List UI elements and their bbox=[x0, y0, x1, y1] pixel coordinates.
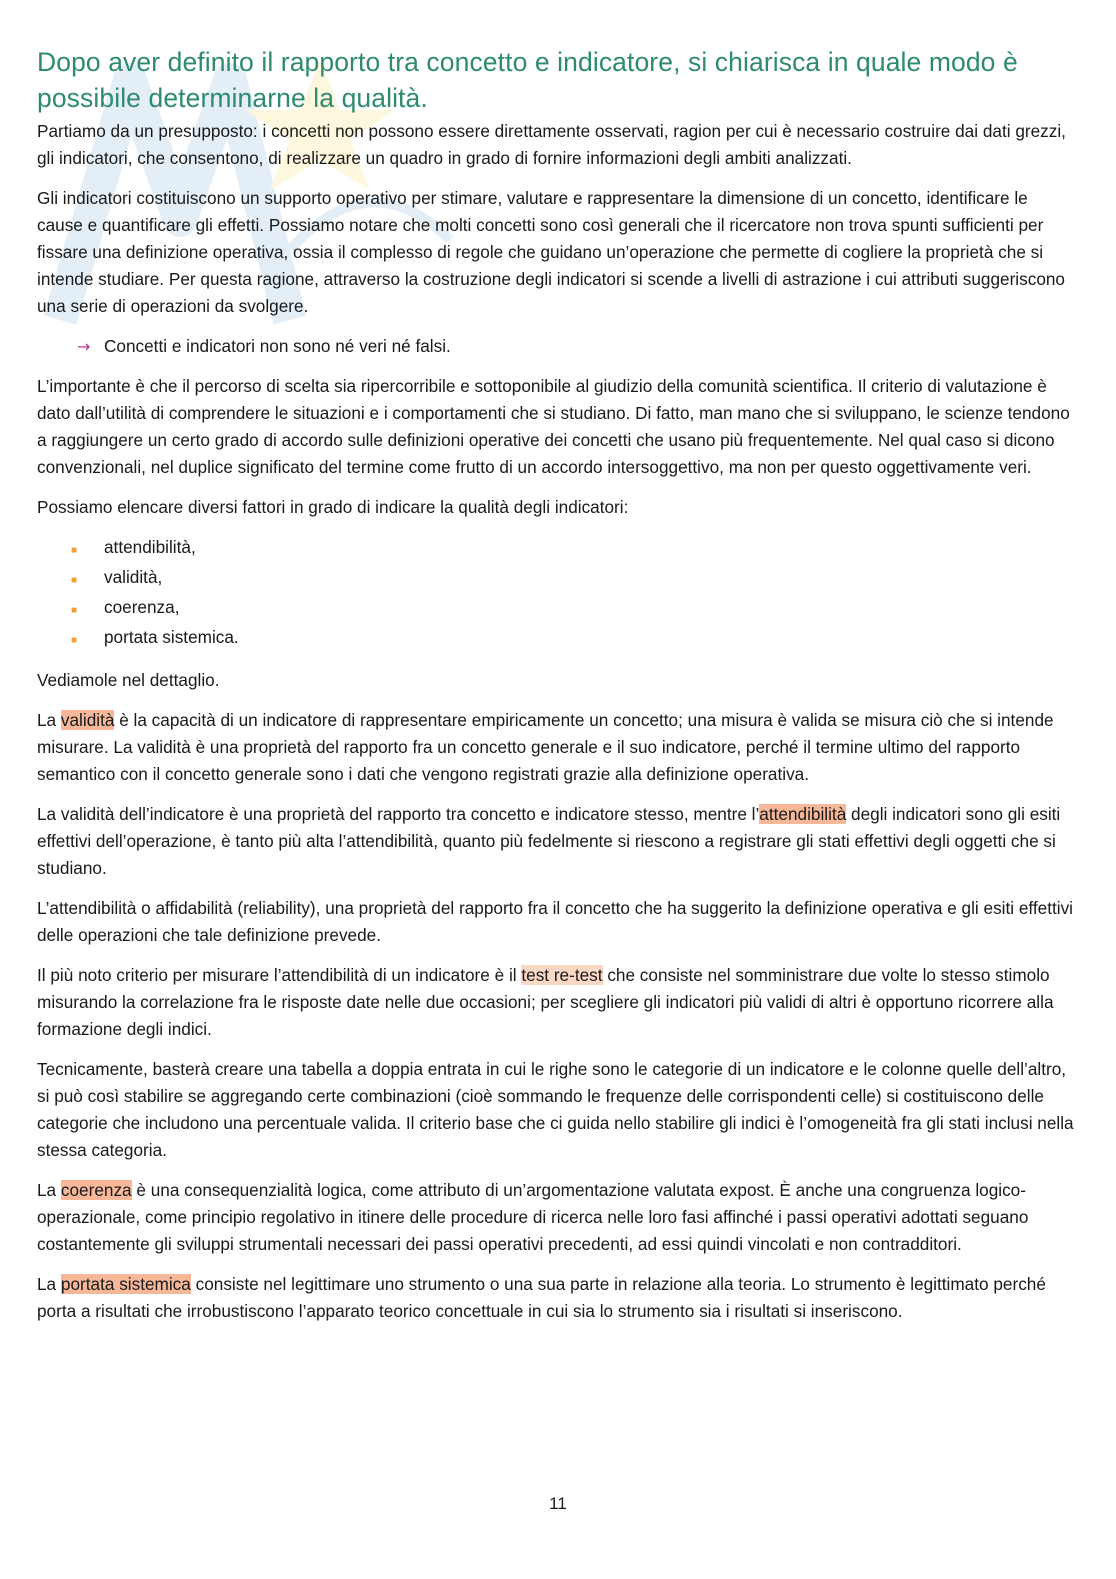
document-page bbox=[37, 44, 1075, 1338]
bullet-list bbox=[37, 534, 1075, 654]
arrow-list-item bbox=[37, 333, 1075, 360]
list-item: ■ coerenza, bbox=[37, 594, 1075, 624]
paragraph-coherence: La coerenza è una consequenzialità logica, come attributo di un’argomentazione valutata expost. È anche una congruenza logico-operazionale, come principio regolativo in itinere delle procedure di ricerca nelle loro fasi affinché i passi operativi adottati seguano costantemente gli sviluppi strumentali necessari dei passi operativi precedenti, ad essi quindi vincolati e non contradditori. bbox=[37, 1180, 1029, 1254]
paragraph-intro: Partiamo da un presupposto: i concetti non possono essere direttamente osservati, ragion per cui è necessario costruire dai dati grezzi, gli indicatori, che consentono, di realizzare un quadro in grado di fornire informazioni degli ambiti analizzati. bbox=[37, 121, 1066, 168]
paragraph-indicators: Gli indicatori costituiscono un supporto operativo per stimare, valutare e rappresentare la dimensione di un concetto, identificare le cause e quantificare gli effetti. Possiamo notare che molti concetti sono così generali che il ricercatore non trova spunti sufficienti per fissare una definizione operativa, ossia il complesso di regole che guidano un’operazione che permette di cogliere la proprietà che si intende studiare. Per questa ragione, attraverso la costruzione degli indicatori si scende a livelli di astrazione i cui attributi suggeriscono una serie di operazioni da svolgere. bbox=[37, 188, 1065, 316]
square-bullet-icon: ■ bbox=[71, 575, 78, 586]
highlight-coerenza: coerenza bbox=[60, 1180, 132, 1200]
page-number: 11 bbox=[549, 1494, 567, 1513]
highlight-validita: validità bbox=[60, 710, 115, 730]
highlight-test-retest: test re-test bbox=[521, 965, 603, 985]
highlight-portata-sistemica: portata sistemica bbox=[60, 1274, 191, 1294]
paragraph-validity: La validità è la capacità di un indicatore di rappresentare empiricamente un concetto; una misura è valida se misura ciò che si intende misurare. La validità è una proprietà del rapporto fra un concetto generale e il suo indicatore, perché il termine ultimo del rapporto semantico con il concetto generale sono i dati che vengono registrati grazie alla definizione operativa. bbox=[37, 710, 1054, 784]
paragraph-factors: Possiamo elencare diversi fattori in grado di indicare la qualità degli indicatori: bbox=[37, 497, 629, 517]
list-item: ■ attendibilità, bbox=[37, 534, 1075, 564]
square-bullet-icon: ■ bbox=[71, 635, 78, 646]
paragraph-table: Tecnicamente, basterà creare una tabella a doppia entrata in cui le righe sono le categorie di un indicatore e le colonne quelle dell’altro, si può così stabilire se aggregando certe combinazioni (cioè sommando le frequenze delle corrispondenti celle) si costituiscono delle categorie che includono una percentuale valida. Il criterio base che ci guida nello stabilire gli indici è l’omogeneità fra gli stati inclusi nella stessa categoria. bbox=[37, 1059, 1074, 1160]
square-bullet-icon: ■ bbox=[71, 545, 78, 556]
arrow-list-item-text: Concetti e indicatori non sono né veri né falsi. bbox=[104, 336, 451, 356]
page-title: Dopo aver definito il rapporto tra concetto e indicatore, si chiarisca in quale modo è possibile determinarne la qualità. bbox=[37, 47, 1018, 113]
paragraph-reliability: L’attendibilità o affidabilità (reliability), una proprietà del rapporto fra il concetto che ha suggerito la definizione operativa e gli esiti effettivi delle operazioni che tale definizione prevede. bbox=[37, 898, 1073, 945]
paragraph-systemic: La portata sistemica consiste nel legittimare uno strumento o una sua parte in relazione alla teoria. Lo strumento è legittimato perché porta a risultati che irrobustiscono l’apparato teorico concettuale in cui sia lo strumento sia i risultati si inseriscono. bbox=[37, 1274, 1046, 1321]
paragraph-attendibility: La validità dell’indicatore è una proprietà del rapporto tra concetto e indicatore stesso, mentre l’attendibilità degli indicatori sono gli esiti effettivi dell’operazione, è tanto più alta l’attendibilità, quanto più fedelmente si riescono a registrare gli stati effettivi degli oggetti che si studiano. bbox=[37, 804, 1061, 878]
highlight-attendibilita: attendibilità bbox=[759, 804, 847, 824]
arrow-right-icon: → bbox=[77, 337, 91, 356]
list-item: ■ validità, bbox=[37, 564, 1075, 594]
square-bullet-icon: ■ bbox=[71, 605, 78, 616]
list-item: ■ portata sistemica. bbox=[37, 624, 1075, 654]
paragraph-test-retest: Il più noto criterio per misurare l’attendibilità di un indicatore è il test re-test che consiste nel somministrare due volte lo stesso stimolo misurando la correlazione fra le risposte date nelle due occasioni; per scegliere gli indicatori più validi di altri è opportuno ricorrere alla formazione degli indici. bbox=[37, 965, 1054, 1039]
paragraph-detail: Vediamole nel dettaglio. bbox=[37, 670, 220, 690]
paragraph-criteria: L’importante è che il percorso di scelta sia ripercorribile e sottoponibile al giudizio della comunità scientifica. Il criterio di valutazione è dato dall’utilità di comprendere le situazioni e i comportamenti che si studiano. Di fatto, man mano che si sviluppano, le scienze tendono a raggiungere un certo grado di accordo sulle definizioni operative dei concetti che usano più frequentemente. Nel qual caso si dicono convenzionali, nel duplice significato del termine come frutto di un accordo intersoggettivo, ma non per questo oggettivamente veri. bbox=[37, 376, 1070, 477]
